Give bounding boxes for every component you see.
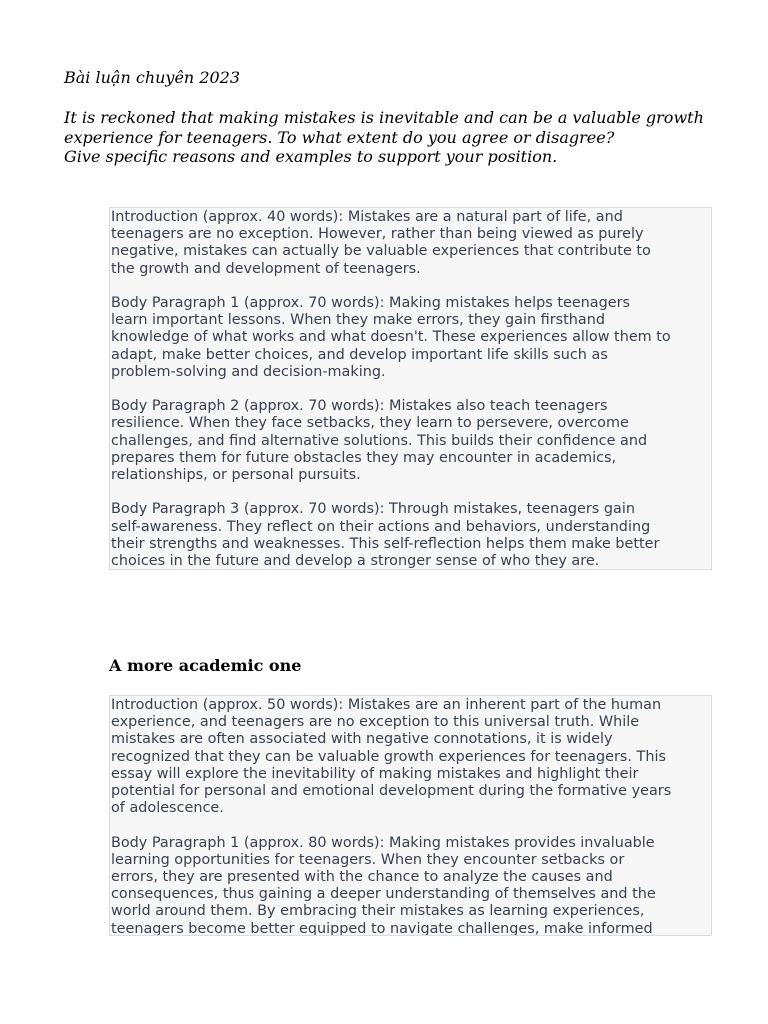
outline-box-basic bbox=[109, 207, 712, 570]
document-title: Bài luận chuyên 2023 bbox=[64, 68, 241, 87]
section-heading: A more academic one bbox=[109, 656, 302, 675]
body-paragraph-1: Body Paragraph 1 (approx. 80 words): Making mistakes provides invaluable learning opportunities for teenagers. When they encounter setbacks or errors, they are presented with the chance to analyze the causes and consequences, thus gaining a deeper understanding of themselves and the world around them. By embracing their mistakes as learning experiences, teenagers become better equipped to navigate challenges, make informed bbox=[111, 834, 656, 936]
body-paragraph-3: Body Paragraph 3 (approx. 70 words): Through mistakes, teenagers gain self-awareness. They reflect on their actions and behaviors, understanding their strengths and weaknesses. This self-reflection helps them make better choices in the future and develop a stronger sense of who they are. bbox=[111, 501, 660, 570]
introduction-paragraph: Introduction (approx. 50 words): Mistakes are an inherent part of the human experience, and teenagers are no exception to this universal truth. While mistakes are often associated with negative connotations, it is widely recognized that they can be valuable growth experiences for teenagers. This essay will explore the inevitability of making mistakes and highlight their potential for personal and emotional development during the formative years of adolescence. bbox=[111, 697, 672, 817]
essay-prompt bbox=[64, 108, 704, 167]
prompt-line: It is reckoned that making mistakes is inevitable and can be a valuable growth bbox=[64, 108, 704, 127]
outline-box-academic bbox=[109, 695, 712, 936]
body-paragraph-2: Body Paragraph 2 (approx. 70 words): Mistakes also teach teenagers resilience. When they face setbacks, they learn to persevere, overcome challenges, and find alternative solutions. This builds their confidence and prepares them for future obstacles they may encounter in academics, relationships, or personal pursuits. bbox=[111, 398, 648, 484]
prompt-line: Give specific reasons and examples to support your position. bbox=[64, 147, 558, 166]
body-paragraph-1: Body Paragraph 1 (approx. 70 words): Making mistakes helps teenagers learn important lessons. When they make errors, they gain firsthand knowledge of what works and what doesn't. These experiences allow them to adapt, make better choices, and develop important life skills such as problem-solving and decision-making. bbox=[111, 295, 671, 380]
prompt-line: experience for teenagers. To what extent do you agree or disagree? bbox=[64, 127, 615, 147]
introduction-paragraph: Introduction (approx. 40 words): Mistakes are a natural part of life, and teenagers are no exception. However, rather than being viewed as purely negative, mistakes can actually be valuable experiences that contribute to the growth and development of teenagers. bbox=[111, 209, 651, 277]
